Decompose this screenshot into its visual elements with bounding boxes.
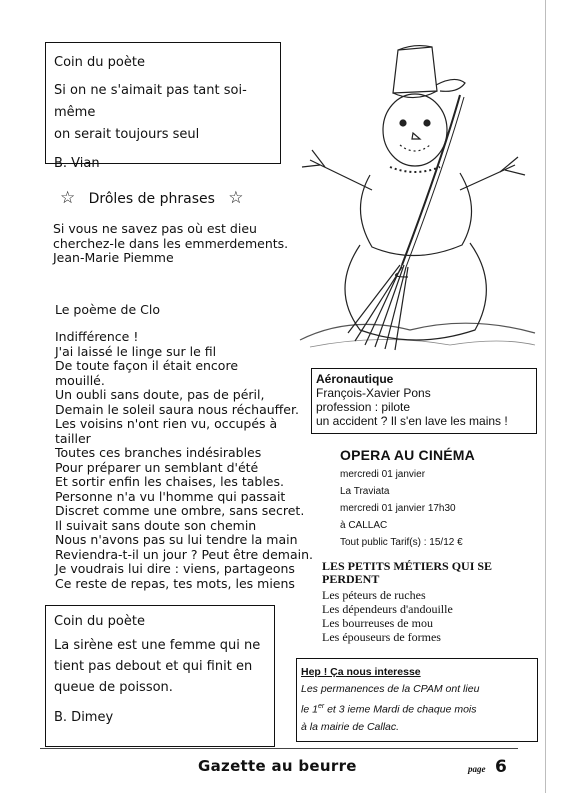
aero-line: profession : pilote [316,400,411,414]
aero-title: Aéronautique [316,372,394,386]
aero-box [311,368,537,434]
hep-line: Les permanences de la CPAM ont lieu [301,683,480,695]
hep-line: à la mairie de Callac. [301,720,400,733]
star-icon: ☆ [60,188,76,208]
poem-line: Discret comme une ombre, sans secret. [55,503,305,518]
poet-corner-top-author: B. Vian [54,156,100,171]
footer-page-number: 6 [495,757,507,777]
poem-line: mouillé. [55,372,105,388]
droles-line: Si vous ne savez pas où est dieu [53,221,257,236]
poem-line: Indifférence ! [55,329,139,344]
poem-line: Personne n'a vu l'homme qui passait [55,488,286,504]
poet-corner-bottom [45,605,275,747]
poem-line: tailler [55,430,91,446]
poet-corner-top-quote-line: Si on ne s'aimait pas tant soi-même [54,83,247,120]
opera-line: mercredi 01 janvier 17h30 [340,503,456,514]
footer-page-label: page [468,764,486,774]
droles-author: Jean-Marie Piemme [53,250,174,265]
droles-text [53,222,288,266]
poem-line: Pour préparer un semblant d'été [55,459,259,475]
poem-line: Demain le soleil saura nous réchauffer. [55,401,299,417]
poem-line: Nous n'avons pas su lui tendre la main [55,532,298,547]
poet-corner-bottom-quote-line: tient pas debout et qui finit en [54,659,253,674]
poem-line: Il suivait sans doute son chemin [55,517,257,533]
footer-rule [40,748,518,749]
metiers-item: Les épouseurs de formes [322,630,441,644]
opera-line: La Traviata [340,486,390,497]
aero-line: un accident ? Il s'en lave les mains ! [316,414,508,428]
poem-line: Un oubli sans doute, pas de péril, [55,387,265,402]
droles-title: Drôles de phrases [88,191,215,207]
page-edge [545,0,546,793]
opera-line: mercredi 01 janvier [340,469,426,480]
poet-corner-top [45,42,281,171]
metiers-item: Les bourreuses de mou [322,616,433,630]
opera-title: OPERA AU CINÉMA [340,447,475,463]
poem-line: Ce reste de repas, tes mots, les miens [55,575,295,591]
snowman-illustration [290,15,540,355]
poem-title: Le poème de Clo [55,302,160,317]
poem-line: Je voudrais lui dire : viens, partageons [55,561,295,576]
aero-line: François-Xavier Pons [316,386,431,400]
metiers-list [322,588,453,644]
poet-corner-top-title: Coin du poète [54,55,145,70]
metiers-item: Les péteurs de ruches [322,588,426,602]
poem-line: Et sortir enfin les chaises, les tables. [55,474,284,489]
droles-line: cherchez-le dans les emmerdements. [53,235,289,251]
metiers-title-line: PERDENT [322,572,380,586]
footer-title: Gazette au beurre [198,757,357,775]
poet-corner-bottom-quote-line: queue de poisson. [54,680,173,695]
hep-box [296,658,538,742]
poet-corner-bottom-title: Coin du poète [54,614,145,629]
poet-corner-bottom-quote-line: La sirène est une femme qui ne [54,638,261,653]
hep-line2-pre: le 1 [301,703,318,716]
poem-line: J'ai laissé le linge sur le fil [55,343,217,359]
poem [55,330,313,591]
poem-line: De toute façon il était encore [55,358,239,373]
poet-corner-bottom-author: B. Dimey [54,710,114,725]
opera-info [340,466,463,551]
poem-line: Toutes ces branches indésirables [55,445,262,460]
hep-line2-mid: et 3 ieme Mardi de chaque mois [324,703,477,716]
opera-line: Tout public Tarif(s) : 15/12 € [340,537,463,548]
poem-line: Reviendra-t-il un jour ? Peut être demain. [55,546,313,562]
metiers-title [322,560,492,586]
poem-line: Les voisins n'ont rien vu, occupés à [55,416,278,431]
droles-heading [60,188,244,208]
metiers-item: Les dépendeurs d'andouille [322,602,453,616]
metiers-title-line: LES PETITS MÉTIERS QUI SE [322,559,493,573]
poet-corner-top-quote-line: on serait toujours seul [54,127,200,142]
hep-line [301,698,537,719]
opera-line: à CALLAC [340,520,388,531]
star-icon: ☆ [228,188,244,208]
hep-line2-sup: er [317,703,325,710]
hep-title: Hep ! Ça nous interesse [301,666,421,678]
